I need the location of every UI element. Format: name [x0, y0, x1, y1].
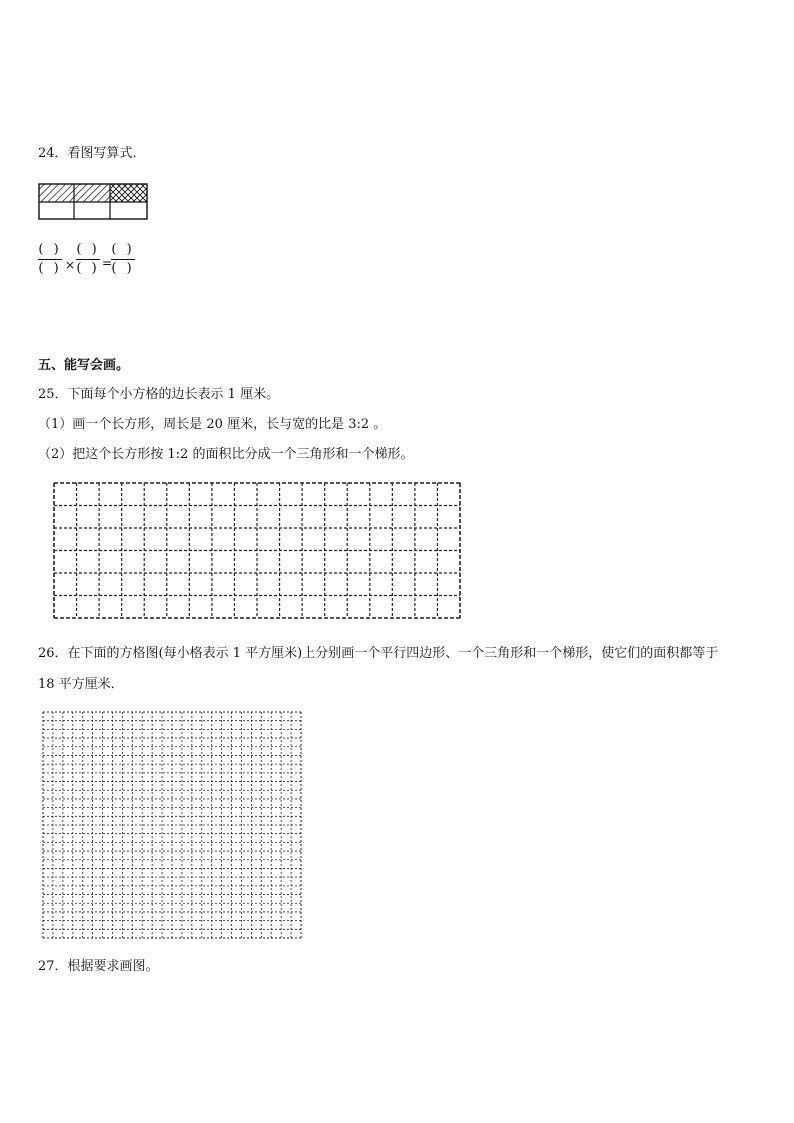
- q26-line1: 26．在下面的方格图(每小格表示 1 平方厘米)上分别画一个平行四边形、一个三角形和一个梯形，使它们的面积都等于: [38, 646, 719, 661]
- crosshatched-strip: [110, 184, 147, 202]
- times-sign: ×: [65, 258, 76, 272]
- shaded-strip-1: [39, 184, 74, 202]
- q26-grid[interactable]: [42, 711, 302, 939]
- q24-text: 24．看图写算式．: [38, 146, 146, 161]
- q25-part1: （1）画一个长方形，周长是 20 厘米，长与宽的比是 3:2 。: [38, 417, 387, 432]
- equals-sign: =: [102, 256, 113, 270]
- q24-figure: [38, 183, 148, 220]
- q26-line2: 18 平方厘米．: [38, 677, 124, 692]
- q25-text: 25．下面每个小方格的边长表示 1 厘米。: [38, 387, 280, 402]
- q27-text: 27．根据要求画图。: [38, 959, 159, 974]
- shaded-strip-2: [74, 184, 110, 202]
- q25-grid[interactable]: [53, 482, 461, 619]
- fraction-blank-1[interactable]: ( ) ( ): [38, 242, 62, 276]
- section-title: 五、能写会画。: [38, 358, 130, 373]
- fraction-blank-2[interactable]: ( ) ( ): [76, 242, 100, 276]
- q25-part2: （2）把这个长方形按 1:2 的面积比分成一个三角形和一个梯形。: [38, 447, 414, 462]
- fraction-blank-3[interactable]: ( ) ( ): [111, 242, 135, 276]
